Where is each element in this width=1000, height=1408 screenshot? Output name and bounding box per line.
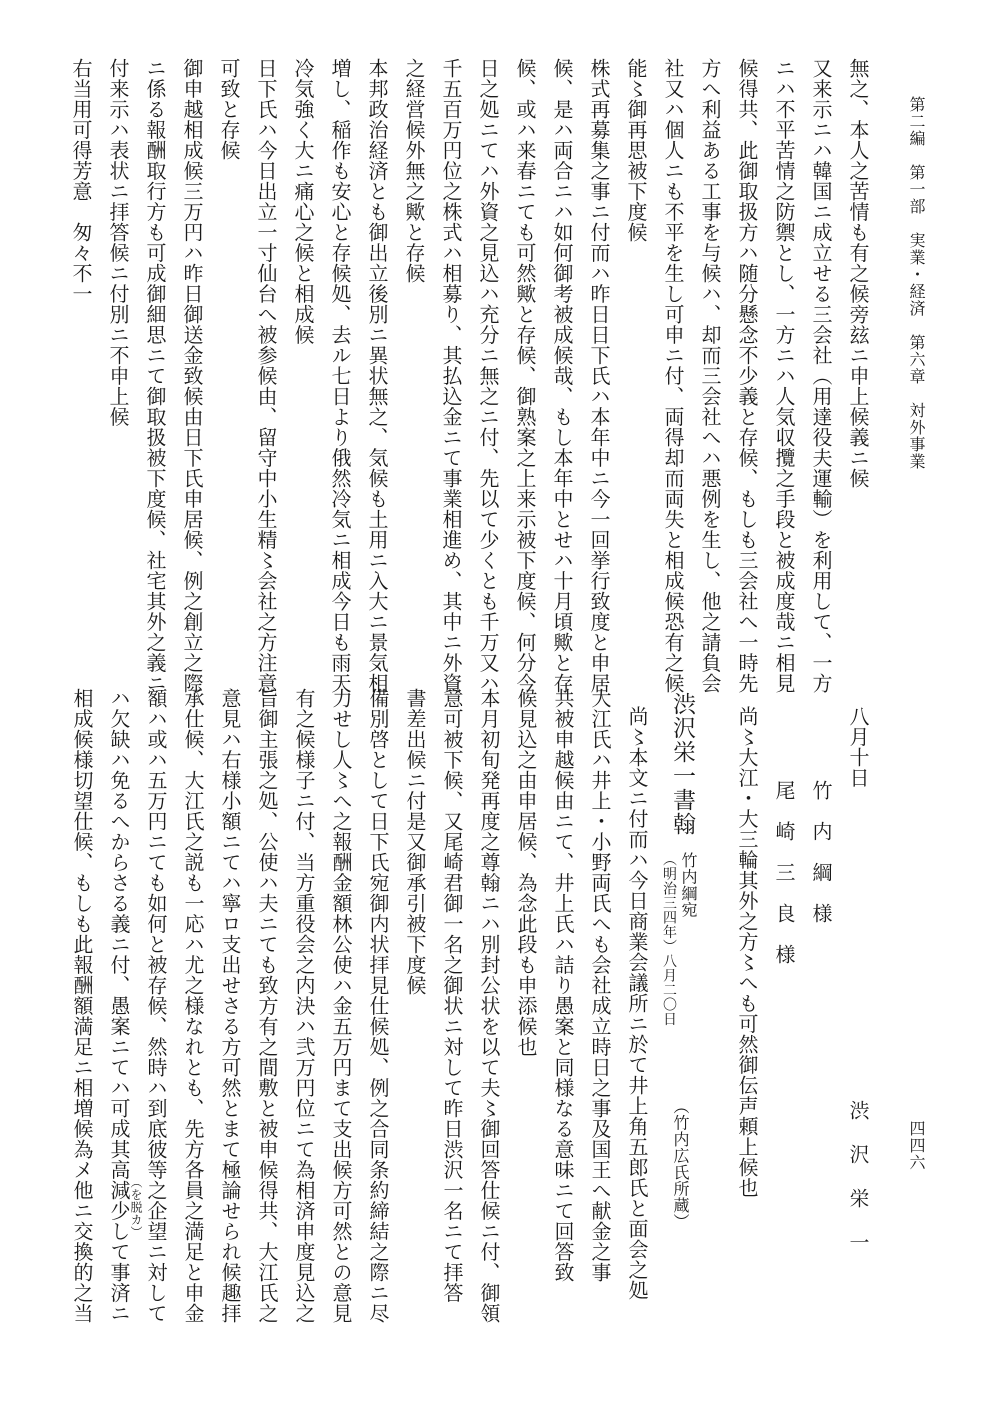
text-column: 意見ハ右様小額ニてハ寧ロ支出せさる方可然とまて極論せられ候趣拝 xyxy=(218,688,242,1324)
text-column: ニ係る報酬取行方も可成御細思ニて御取扱被下度候、社宅其外之義ニ xyxy=(143,58,167,694)
text-column: 無之、本人之苦情も有之候旁玆ニ申上候義ニ候 xyxy=(846,58,870,489)
text-column: 候、或ハ来春ニても可然歟と存候、御熟案之上来示被下度候、何分今 xyxy=(513,58,537,694)
text-column: 日下氏ハ今日出立一寸仙台へ被参候由、留守中小生精〻会社之方注意 xyxy=(254,58,278,694)
page-number: 四四六 xyxy=(907,1120,926,1171)
letter-date: 八月十日 xyxy=(846,706,870,788)
text-column: 額ハ或ハ五万円ニても如何と被存候、然時ハ到底彼等之企望ニ対して xyxy=(144,688,168,1324)
text-column: 大江氏ハ井上・小野両氏へも会社成立時日之事及国王へ献金之事 xyxy=(588,688,612,1283)
letter-source: （竹内広氏所蔵） xyxy=(671,1098,690,1230)
running-title: 第二編 第一部 実業・経済 第六章 対外事業 xyxy=(907,96,926,470)
text-column: 付来示ハ表状ニ拝答候ニ付別ニ不申上候 xyxy=(106,58,130,427)
text-column: 力せし人〻へ之報酬金額林公使ハ金五万円まて支出候方可然との意見 xyxy=(329,688,353,1324)
text-column: 右当用可得芳意 匆々不一 xyxy=(69,58,93,304)
text-column: 承仕候、大江氏之説も一応ハ尤之様なれとも、先方各員之満足と申金 xyxy=(181,688,205,1324)
letter-recipient: 竹内綱宛 xyxy=(679,852,698,918)
text-column: 株式再募集之事ニ付而ハ昨日日下氏ハ本年中ニ今一回挙行致度と申居 xyxy=(587,58,611,694)
text-column: 候、是ハ両合ニハ如何御考被成候哉、もし本年中とせハ十月頃歟と存 xyxy=(550,58,574,694)
letter-title: 渋沢栄一書翰 xyxy=(669,692,695,836)
text-column: 社又ハ個人ニも不平を生し可申ニ付、両得却而両失と相成候恐有之候 xyxy=(661,58,685,694)
postscript: 尚〻大江・大三輪其外之方〻へも可然御伝声頼上候也 xyxy=(735,706,759,1198)
text-column: ハ欠缺ハ免るへからさる義ニ付、愚案ニてハ可成其高減少して事済ニ xyxy=(107,688,131,1324)
text-column: 御申越相成候三万円ハ昨日御送金致候由日下氏申居候、例之創立之際 xyxy=(180,58,204,694)
text-column: 意可被下候、又尾崎君御一名之御状ニ対して昨日渋沢一名ニて拝答 xyxy=(440,688,464,1303)
text-column: 本月初旬発再度之尊翰ニハ別封公状を以て夫〻御回答仕候ニ付、御領 xyxy=(477,688,501,1324)
text-column: 又来示ニハ韓国ニ成立せる三会社（用達役夫運輸）を利用して、一方 xyxy=(809,58,833,694)
text-column: 冷気強く大ニ痛心之候と相成候 xyxy=(291,58,315,345)
editorial-note: （を脱カ） xyxy=(129,1176,143,1239)
text-column: 相成候様切望仕候、もしも此報酬額満足ニ相増候為メ他ニ交換的之当 xyxy=(70,688,94,1324)
text-column: 書差出候ニ付是又御承引被下度候 xyxy=(403,688,427,996)
text-column: 候得共、此御取扱方ハ随分懸念不少義と存候、もしも三会社へ一時先 xyxy=(735,58,759,694)
letter-date-note: （明治三四年）八月二〇日 xyxy=(661,852,677,1026)
text-column: 有之候様子ニ付、当方重役会之内決ハ弐万円位ニて為相済申度見込之 xyxy=(292,688,316,1324)
text-column: 日之処ニてハ外資之見込ハ充分ニ無之ニ付、先以て少くとも千万又ハ xyxy=(476,58,500,694)
text-column: ニハ不平苦情之防禦とし、一方ニハ人気収攬之手段と被成度哉ニ相見 xyxy=(772,58,796,694)
text-column: 千五百万円位之株式ハ相募り、其払込金ニて事業相進め、其中ニ外資 xyxy=(439,58,463,694)
text-column: 備別啓として日下氏宛御内状拝見仕候処、例之合同条約締結之際ニ尽 xyxy=(366,688,390,1324)
text-column: 能〻御再思被下度候 xyxy=(624,58,648,243)
sender-name: 渋 沢 栄 一 xyxy=(846,1100,870,1254)
text-column: 方へ利益ある工事を与候ハ、却而三会社へハ悪例を生し、他之請負会 xyxy=(698,58,722,694)
text-column: 共被申越候由ニて、井上氏ハ詰り愚案と同様なる意味ニて回答致 xyxy=(551,688,575,1283)
text-column: 可致と存候 xyxy=(217,58,241,161)
text-column: 候見込之由申居候、為念此段も申添候也 xyxy=(514,688,538,1057)
addressee: 尾 崎 三 良 様 xyxy=(772,780,796,965)
text-column: 尚〻本文ニ付而ハ今日商業会議所ニ於て井上角五郎氏と面会之処 xyxy=(625,706,649,1301)
text-column: 之経営候外無之歟と存候 xyxy=(402,58,426,284)
addressee: 竹 内 綱 様 xyxy=(809,780,833,924)
text-column: 本邦政治経済とも御出立後別ニ異状無之、気候も土用ニ入大ニ景気相 xyxy=(365,58,389,694)
text-column: 増し、稲作も安心と存候処、去ル七日より俄然冷気ニ相成今日も雨天 xyxy=(328,58,352,694)
text-column: 旨御主張之処、公使ハ夫ニても致方有之間敷と被申候得共、大江氏之 xyxy=(255,688,279,1324)
